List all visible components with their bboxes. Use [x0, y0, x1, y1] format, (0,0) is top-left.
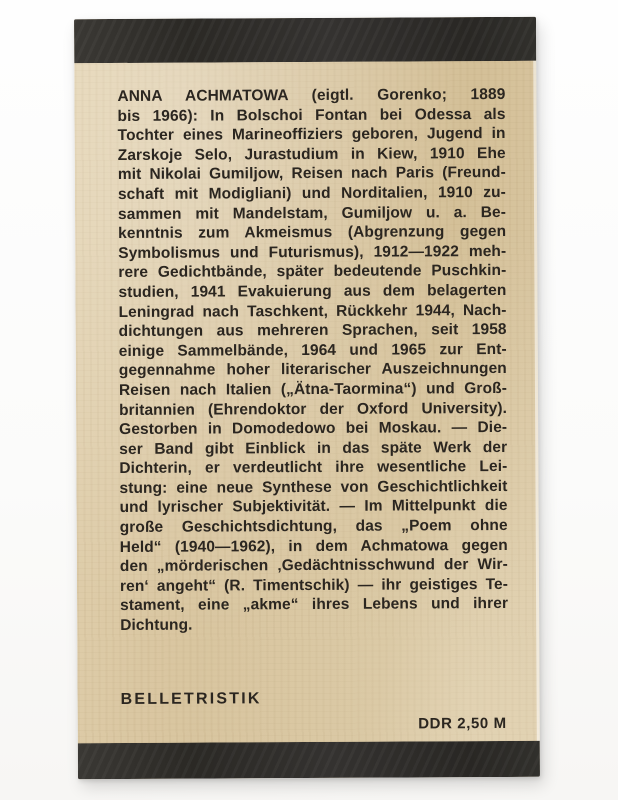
- bio-line: ren‘ angeht“ (R. Timentschik) — ihr geistiges Te-: [119, 575, 509, 595]
- bio-line: sammen mit Mandelstam, Gumiljow u. a. Be-: [117, 203, 507, 223]
- bio-line: große Geschichtsdichtung, das „Poem ohne: [119, 517, 508, 537]
- bio-line: rere Gedichtbände, später bedeutende Puschkin-: [118, 262, 507, 282]
- top-spine-band: [74, 17, 536, 63]
- bio-line: studien, 1941 Evakuierung aus dem belagerten: [118, 281, 507, 301]
- bio-line: Zarskoje Selo, Jurastudium in Kiew, 1910 Ehe: [117, 144, 506, 164]
- bio-line: mit Nikolai Gumiljow, Reisen nach Paris (Freund-: [117, 164, 506, 184]
- bio-line: schaft mit Modigliani) und Norditalien, 1910 zu-: [117, 183, 506, 203]
- bio-line: britannien (Ehrendoktor der Oxford University).: [119, 399, 508, 419]
- price-label: DDR 2,50 M: [418, 714, 507, 733]
- bio-line: einige Sammelbände, 1964 und 1965 zur Ent-: [118, 340, 507, 360]
- book-back-cover: [74, 17, 540, 779]
- bio-line: Tochter eines Marineoffiziers geboren, Jugend in: [117, 125, 506, 145]
- bio-line: Dichterin, er verdeutlicht ihre wesentliche Lei-: [119, 458, 508, 478]
- bio-line: Leningrad nach Taschkent, Rückkehr 1944, Nach-: [118, 301, 507, 321]
- bio-line: gegennahme hoher literarischer Auszeichnungen: [118, 360, 507, 380]
- bio-line: Dichtung.: [120, 616, 193, 635]
- bio-line: ANNA ACHMATOWA (eigtl. Gorenko; 1889: [117, 85, 506, 105]
- bio-line: kenntnis zum Akmeismus (Abgrenzung gegen: [118, 223, 507, 243]
- bio-line: und lyrischer Subjektivität. — Im Mittelpunkt die: [119, 497, 508, 517]
- bio-line: ser Band gibt Einblick in das späte Werk der: [119, 438, 508, 458]
- bottom-spine-band: [78, 741, 540, 779]
- bio-line: bis 1966): In Bolschoi Fontan bei Odessa als: [117, 105, 506, 125]
- bio-line: Gestorben in Domodedowo bei Moskau. — Die-: [119, 419, 508, 439]
- biography-text: [117, 85, 508, 636]
- bio-line: den „mörderischen ‚Gedächtnisschwund der Wir-: [119, 556, 508, 576]
- bio-line: Reisen nach Italien („Ätna-Taormina“) und Groß-: [118, 379, 507, 399]
- category-label: BELLETRISTIK: [120, 690, 262, 708]
- bio-line: dichtungen aus mehreren Sprachen, seit 1958: [118, 321, 507, 341]
- bio-line: stung: eine neue Synthese von Geschichtlichkeit: [119, 477, 508, 497]
- bio-line: stament, eine „akme“ ihres Lebens und ihrer: [120, 595, 509, 615]
- bio-line: Symbolismus und Futurismus), 1912—1922 meh-: [118, 242, 507, 262]
- bio-line: Held“ (1940—1962), in dem Achmatowa gegen: [119, 536, 508, 556]
